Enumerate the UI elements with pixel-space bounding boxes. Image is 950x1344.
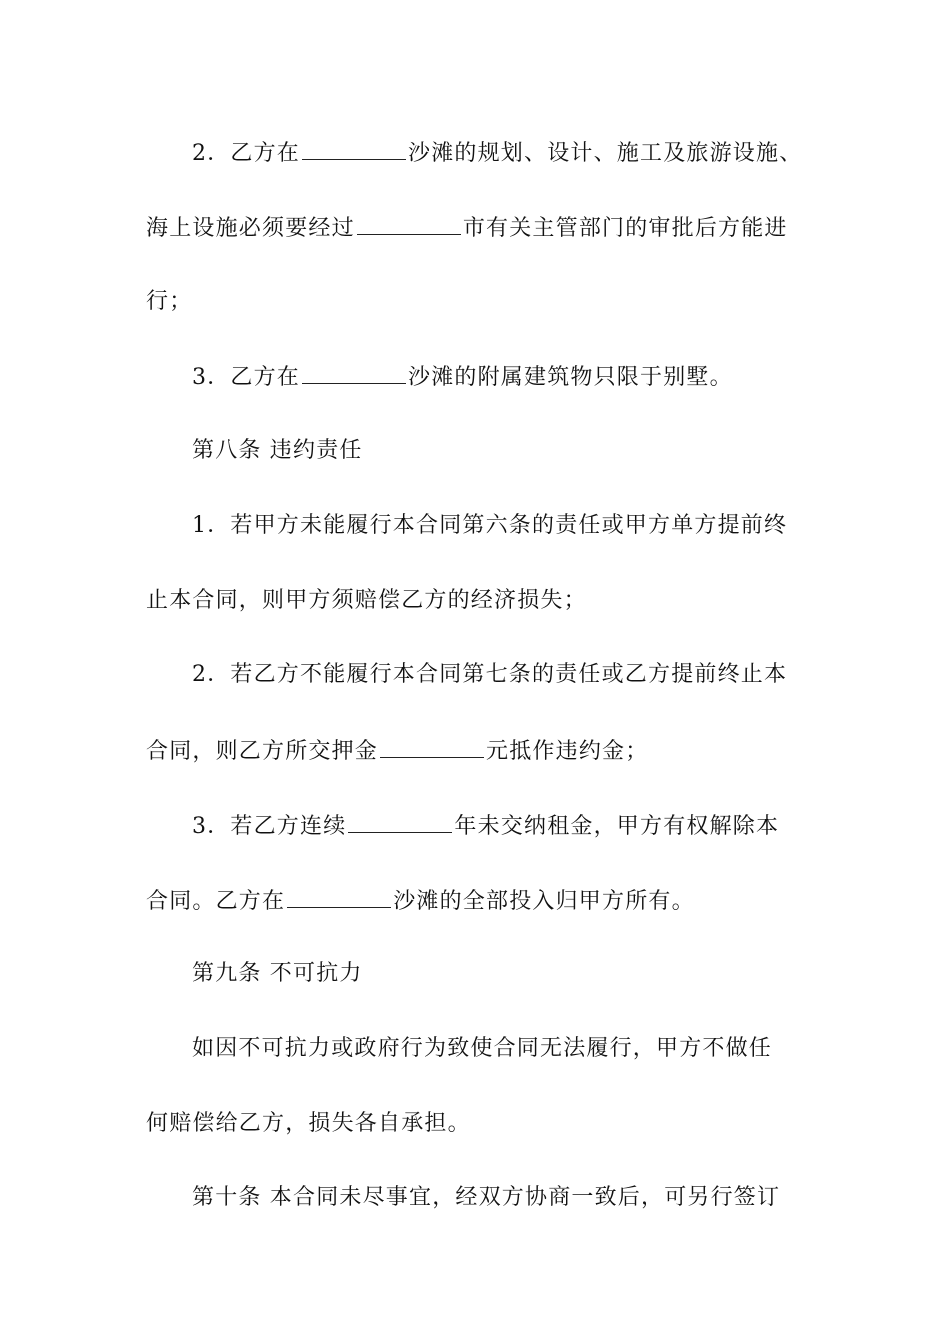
line-text: 3．乙方在 bbox=[192, 365, 300, 390]
line-text: 第九条 不可抗力 bbox=[192, 961, 363, 986]
paragraph-line bbox=[192, 137, 802, 169]
fill-in-blank bbox=[287, 885, 391, 908]
line-text: 2．若乙方不能履行本合同第七条的责任或乙方提前终止本 bbox=[192, 662, 788, 687]
fill-in-blank bbox=[357, 212, 461, 235]
paragraph-line bbox=[192, 511, 787, 541]
section-heading bbox=[192, 959, 363, 989]
paragraph-line bbox=[146, 1109, 471, 1139]
line-text: 止本合同，则甲方须赔偿乙方的经济损失； bbox=[146, 588, 587, 613]
line-text: 合同。乙方在 bbox=[146, 889, 286, 914]
fill-in-blank bbox=[302, 361, 406, 384]
line-text: 沙滩的附属建筑物只限于别墅。 bbox=[408, 365, 733, 390]
paragraph-line bbox=[146, 735, 648, 767]
fill-in-blank bbox=[302, 137, 406, 160]
line-text: 第十条 本合同未尽事宜，经双方协商一致后，可另行签订 bbox=[192, 1185, 781, 1210]
section-heading bbox=[192, 436, 363, 466]
line-text: 如因不可抗力或政府行为致使合同无法履行，甲方不做任 bbox=[192, 1036, 773, 1061]
line-text: 行； bbox=[146, 289, 193, 314]
fill-in-blank bbox=[380, 735, 484, 758]
line-text: 元抵作违约金； bbox=[486, 739, 649, 764]
line-text: 3．若乙方连续 bbox=[192, 814, 347, 839]
line-text: 沙滩的全部投入归甲方所有。 bbox=[393, 889, 695, 914]
paragraph-line bbox=[146, 586, 587, 616]
paragraph-line bbox=[192, 1183, 780, 1213]
paragraph-line bbox=[192, 361, 733, 393]
line-text: 沙滩的规划、设计、施工及旅游设施、 bbox=[408, 141, 803, 166]
paragraph-line bbox=[192, 660, 787, 690]
fill-in-blank bbox=[348, 810, 452, 833]
paragraph-line bbox=[146, 212, 788, 244]
line-text: 2．乙方在 bbox=[192, 141, 300, 166]
line-text: 何赔偿给乙方，损失各自承担。 bbox=[146, 1111, 471, 1136]
line-text: 市有关主管部门的审批后方能进 bbox=[462, 216, 788, 241]
paragraph-line bbox=[146, 287, 192, 317]
line-text: 1．若甲方未能履行本合同第六条的责任或甲方单方提前终 bbox=[192, 513, 788, 538]
line-text: 第八条 违约责任 bbox=[192, 438, 363, 463]
paragraph-line bbox=[192, 810, 779, 842]
line-text: 海上设施必须要经过 bbox=[146, 216, 355, 241]
paragraph-line bbox=[146, 885, 695, 917]
line-text: 年未交纳租金，甲方有权解除本 bbox=[454, 814, 780, 839]
paragraph-line bbox=[192, 1034, 772, 1064]
line-text: 合同，则乙方所交押金 bbox=[146, 739, 379, 764]
